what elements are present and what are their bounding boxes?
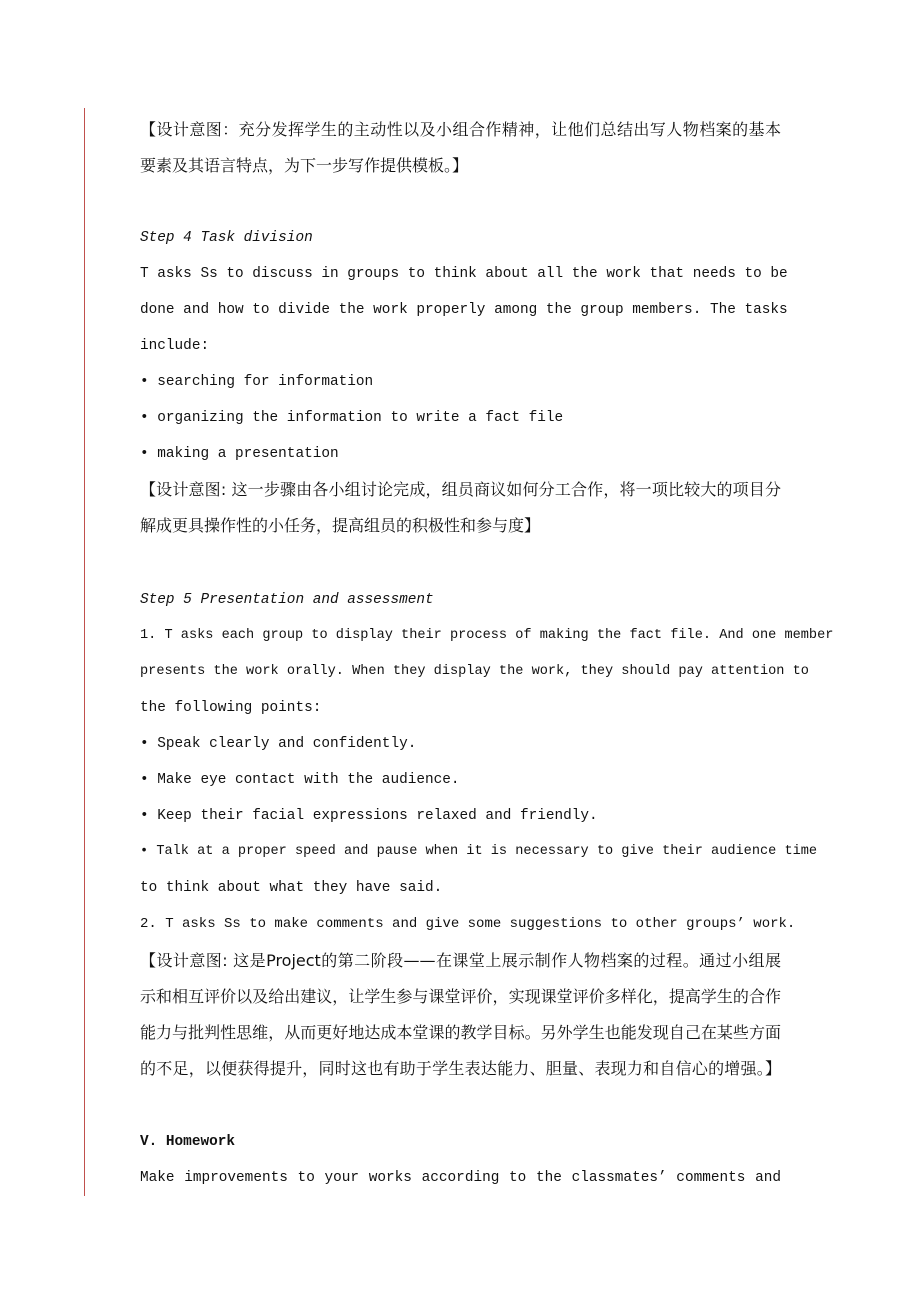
homework-heading: V. Homework [140,1134,235,1150]
step5-heading: Step 5 Presentation and assessment [140,592,434,608]
step4-paragraph-line: include: [140,338,210,354]
step5-bullet: • Keep their facial expressions relaxed and friendly. [140,808,598,824]
step5-line: 1. T asks each group to display their process of making the fact file. And one member [140,628,834,643]
design-intent-2-line: 【设计意图: 这一步骤由各小组讨论完成，组员商议如何分工合作，将一项比较大的项目分 [140,480,781,499]
step4-heading: Step 4 Task division [140,230,313,246]
step4-bullet: • organizing the information to write a fact file [140,410,564,426]
step4-bullet: • making a presentation [140,446,339,462]
step4-paragraph-line: done and how to divide the work properly among the group members. The tasks [140,302,788,318]
design-intent-1-line: 要素及其语言特点，为下一步写作提供模板。】 [140,156,469,175]
design-intent-3-line: 能力与批判性思维，从而更好地达成本堂课的教学目标。另外学生也能发现自己在某些方面 [140,1023,781,1042]
step5-line: 2. T asks Ss to make comments and give some suggestions to other groups’ work. [140,916,796,932]
design-intent-3-line: 示和相互评价以及给出建议，让学生参与课堂评价，实现课堂评价多样化，提高学生的合作 [140,987,781,1006]
step5-bullet: • Speak clearly and confidently. [140,736,417,752]
design-intent-3-line: 的不足，以便获得提升，同时这也有助于学生表达能力、胆量、表现力和自信心的增强。】 [140,1059,781,1078]
step5-bullet: • Talk at a proper speed and pause when it is necessary to give their audience time [140,844,818,859]
step5-line: the following points: [140,700,322,716]
homework-line: Make improvements to your works according to the classmates’ comments and [140,1170,781,1186]
step4-bullet: • searching for information [140,374,374,390]
design-intent-1-line: 【设计意图：充分发挥学生的主动性以及小组合作精神，让他们总结出写人物档案的基本 [140,120,781,139]
step4-paragraph-line: T asks Ss to discuss in groups to think about all the work that needs to be [140,266,788,282]
design-intent-3-line: 【设计意图: 这是Project的第二阶段——在课堂上展示制作人物档案的过程。通过小组展 [140,951,781,970]
margin-line [84,108,85,1196]
step5-bullet: • Make eye contact with the audience. [140,772,460,788]
step5-line: to think about what they have said. [140,880,443,896]
step5-line: presents the work orally. When they display the work, they should pay attention to [140,664,809,679]
design-intent-2-line: 解成更具操作性的小任务，提高组员的积极性和参与度】 [140,516,541,535]
